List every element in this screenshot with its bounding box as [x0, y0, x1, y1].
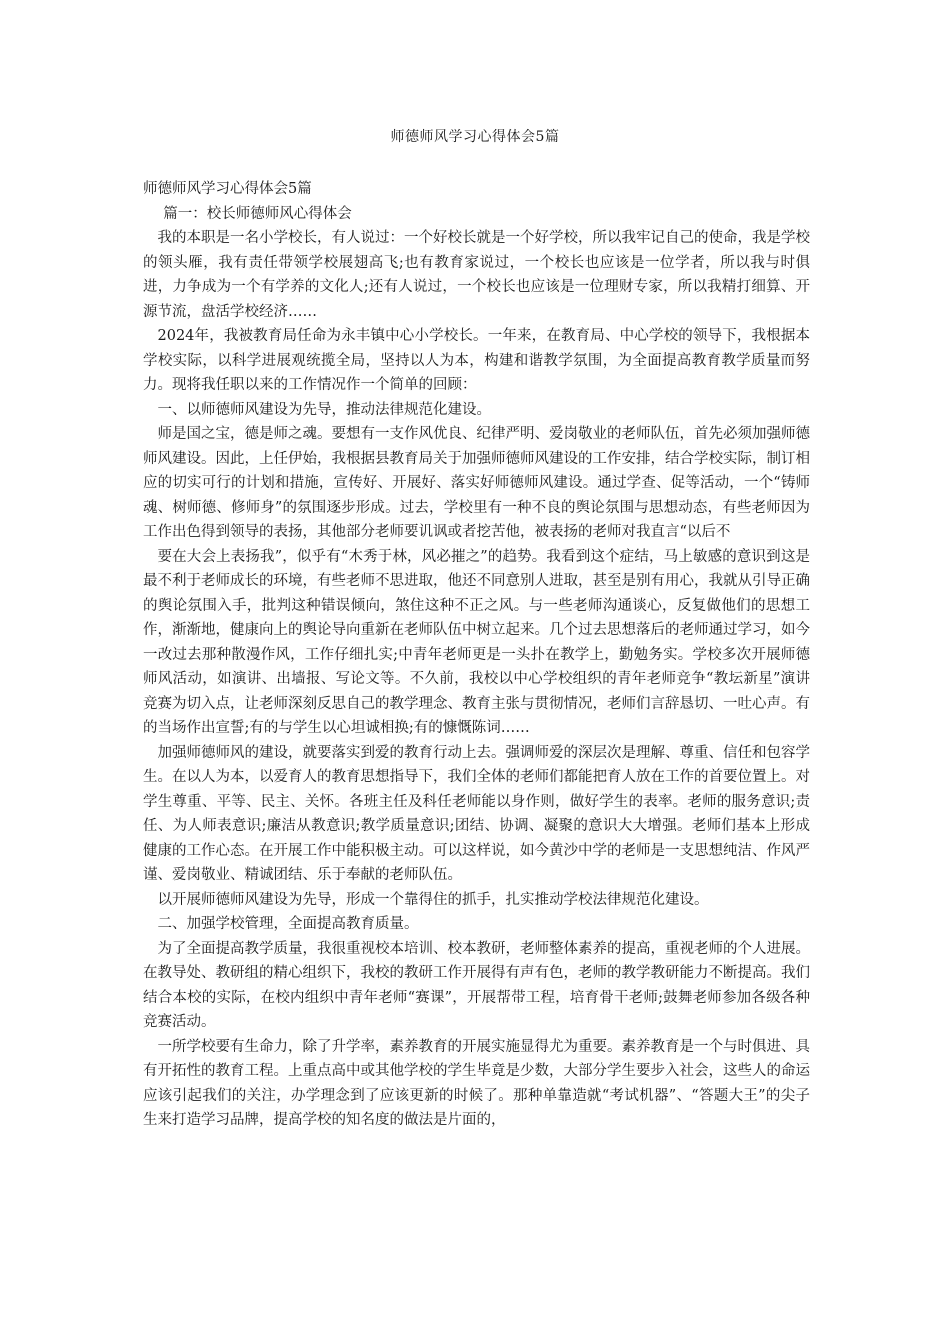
subsection-heading-1: 一、以师德师风建设为先导，推动法律规范化建设。 — [157, 401, 491, 418]
paragraph: 我的本职是一名小学校长，有人说过：一个好校长就是一个好学校，所以我牢记自己的使命，我是学校的领头雁，我有责任带领学校展翅高飞;也有教育家说过，一个校长也应该是一位学者，所以我与时俱进，力争成为一个有学养的文化人;还有人说过，一个校长也应该是一位理财专家，所以我精打细算、开源节流，盘活学校经济…… — [143, 230, 810, 320]
subsection-heading-2: 二、加强学校管理，全面提高教育质量。 — [157, 916, 419, 932]
paragraph: 为了全面提高教学质量，我很重视校本培训、校本教研，老师整体素养的提高，重视老师的个人进展。在教导处、教研组的精心组织下，我校的教研工作开展得有声有色，老师的教学教研能力不断提高。我们结合本校的实际，在校内组织中青年老师“赛课”，开展帮带工程，培育骨干老师;鼓舞老师参加各级各种竞赛活动。 — [143, 940, 810, 1030]
paragraph: 以开展师德师风建设为先导，形成一个靠得住的抓手，扎实推动学校法律规范化建设。 — [157, 891, 709, 908]
paragraph: 要在大会上表扬我”，似乎有“木秀于林，风必摧之”的趋势。我看到这个症结，马上敏感的意识到这是最不利于老师成长的环境，有些老师不思进取，他还不同意别人进取，甚至是别有用心，我就从引导正确的舆论氛围入手，批判这种错误倾向，煞住这种不正之风。与一些老师沟通谈心，反复做他们的思想工作，渐渐地，健康向上的舆论导向重新在老师队伍中树立起来。几个过去思想落后的老师通过学习，如今一改过去那种散漫作风，工作仔细扎实;中青年老师更是一头扑在教学上，勤勉务实。学校多次开展师德师风活动，如演讲、出墙报、写论文等。不久前，我校以中心学校组织的青年老师竞争“教坛新星”演讲竞赛为切入点，让老师深刻反思自己的教学理念、教育主张与贯彻情况，老师们言辞恳切、一吐心声。有的当场作出宣誓;有的与学生以心坦诚相换;有的慷慨陈词…… — [143, 548, 810, 736]
paragraph: 一所学校要有生命力，除了升学率，素养教育的开展实施显得尤为重要。素养教育是一个与时俱进、具有开拓性的教育工程。上重点高中或其他学校的学生毕竟是少数，大部分学生要步入社会，这些人的命运应该引起我们的关注，办学理念到了应该更新的时候了。那种单靠造就“考试机器”、“答题大王”的尖子生来打造学习品牌，提高学校的知名度的做法是片面的， — [143, 1038, 810, 1128]
body-heading: 师德师风学习心得体会5篇 — [143, 181, 312, 197]
section-heading-1: 篇一：校长师德师风心得体会 — [163, 205, 352, 222]
document-title: 师德师风学习心得体会5篇 — [390, 129, 560, 145]
paragraph: 加强师德师风的建设，就要落实到爱的教育行动上去。强调师爱的深层次是理解、尊重、信任和包容学生。在以人为本，以爱育人的教育思想指导下，我们全体的老师们都能把育人放在工作的首要位置上。对学生尊重、平等、民主、关怀。各班主任及科任老师能以身作则，做好学生的表率。老师的服务意识;责任、为人师表意识;廉洁从教意识;教学质量意识;团结、协调、凝聚的意识大大增强。老师们基本上形成健康的工作心态。在开展工作中能积极主动。可以这样说，如今黄沙中学的老师是一支思想纯洁、作风严谨、爱岗敬业、精诚团结、乐于奉献的老师队伍。 — [143, 744, 810, 883]
paragraph: 师是国之宝，德是师之魂。要想有一支作风优良、纪律严明、爱岗敬业的老师队伍，首先必须加强师德师风建设。因此，上任伊始，我根据县教育局关于加强师德师风建设的工作安排，结合学校实际，制订相应的切实可行的计划和措施，宣传好、开展好、落实好师德师风建设。通过学查、促等活动，一个“铸师魂、树师德、修师身”的氛围逐步形成。过去，学校里有一种不良的舆论氛围与思想动态，有些老师因为工作出色得到领导的表扬，其他部分老师要讥讽或者挖苦他，被表扬的老师对我直言“以后不 — [143, 426, 810, 540]
paragraph: 2024年，我被教育局任命为永丰镇中心小学校长。一年来，在教育局、中心学校的领导下，我根据本学校实际，以科学进展观统揽全局，坚持以人为本，构建和谐教学氛围，为全面提高教育教学质量而努力。现将我任职以来的工作情况作一个简单的回顾： — [143, 328, 810, 393]
document-body — [143, 177, 810, 1133]
